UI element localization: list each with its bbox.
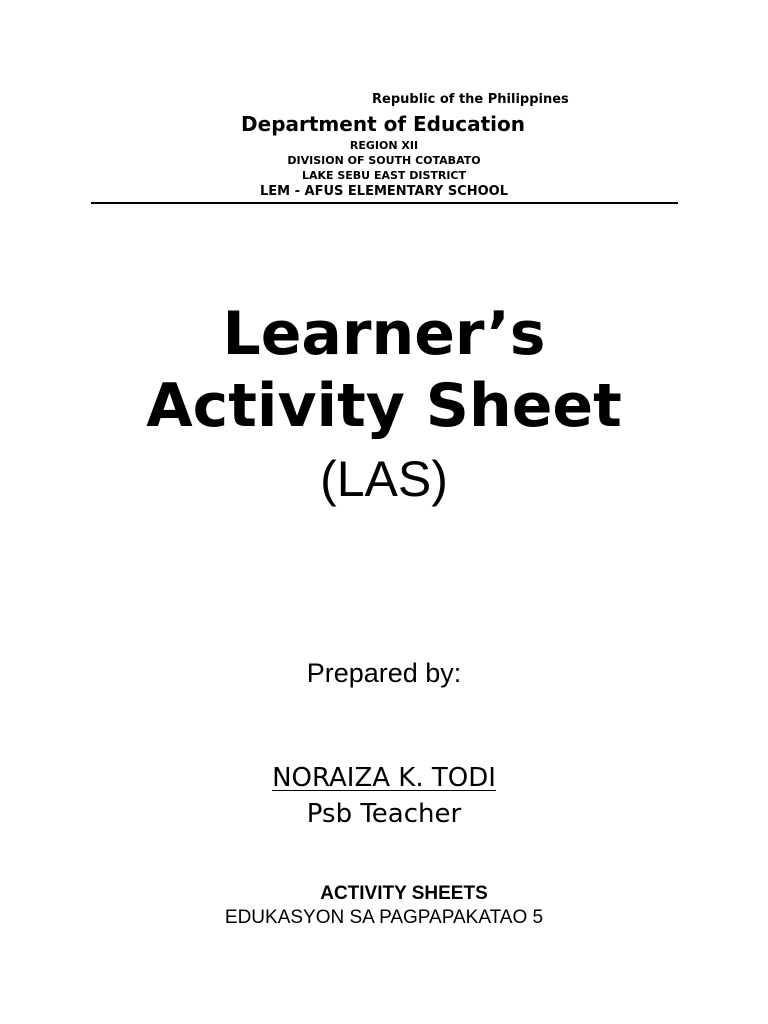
document-title-line1: Learner’s (222, 299, 546, 369)
subject-label: EDUKASYON SA PAGPAPAKATAO 5 (224, 907, 544, 928)
activity-sheets-heading: ACTIVITY SHEETS (320, 883, 488, 904)
department-title (0, 112, 768, 136)
school-name: LEM - AFUS ELEMENTARY SCHOOL (259, 184, 508, 199)
document-title-line2: Activity Sheet (146, 371, 622, 441)
region-label: REGION XII (349, 139, 419, 152)
teacher-name-text: NORAIZA K. TODI (272, 763, 496, 793)
header-divider (91, 202, 678, 204)
republic-label: Republic of the Philippines (372, 92, 569, 107)
document-abbreviation: (LAS) (320, 451, 448, 507)
district-label: LAKE SEBU EAST DISTRICT (301, 169, 467, 182)
department-title-text: Department of Education (241, 112, 525, 136)
teacher-role: Psb Teacher (306, 799, 462, 829)
teacher-name (0, 761, 768, 795)
prepared-by-label: Prepared by: (306, 658, 462, 688)
division-label: DIVISION OF SOUTH COTABATO (287, 154, 481, 167)
